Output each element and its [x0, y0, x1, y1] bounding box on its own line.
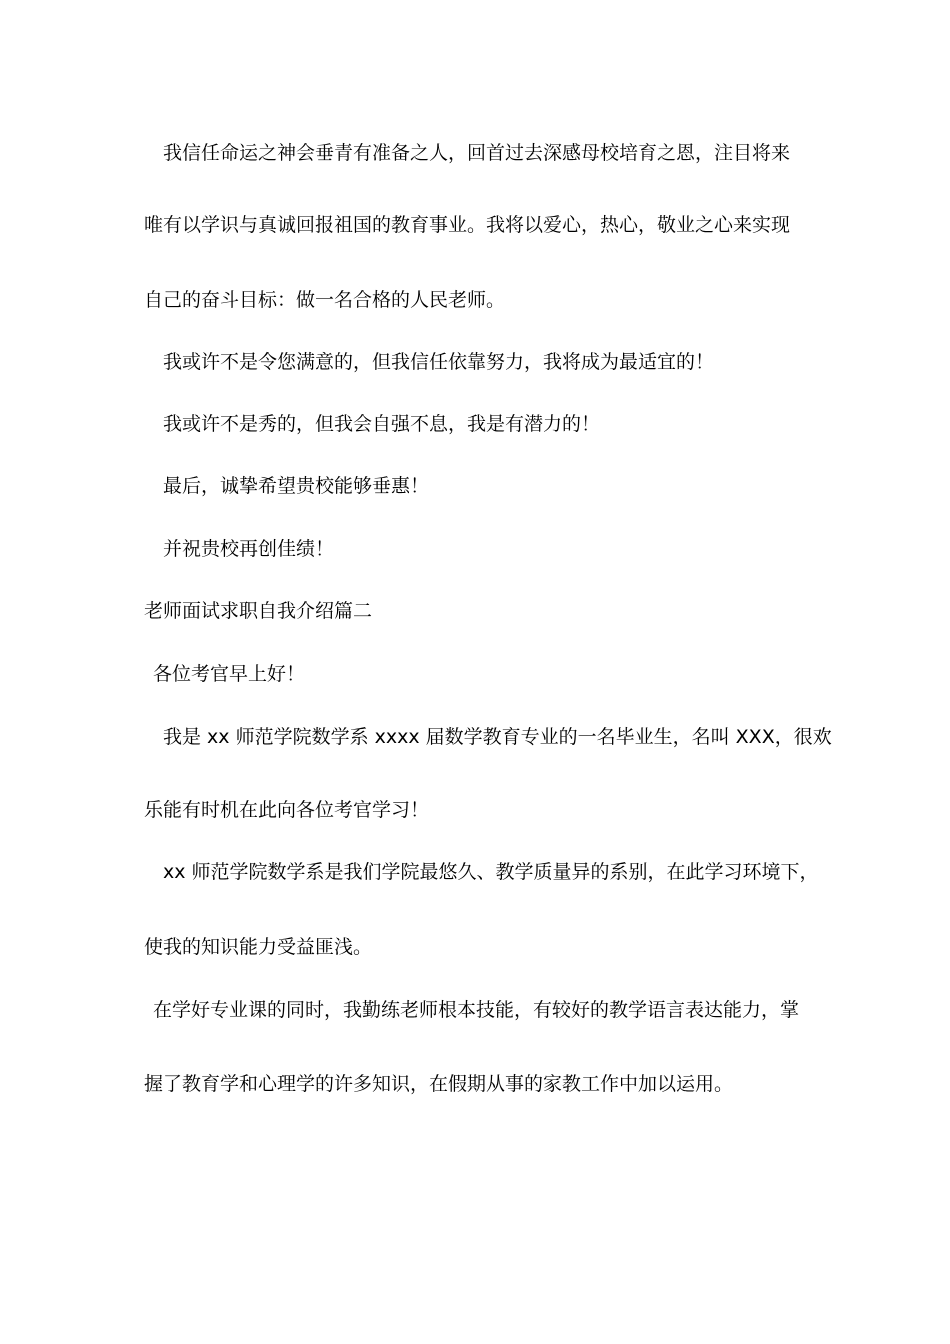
paragraph-line: 使我的知识能力受益匪浅。	[144, 936, 373, 958]
paragraph-line: 自己的奋斗目标：做一名合格的人民老师。	[144, 289, 506, 311]
paragraph-line: 乐能有时机在此向各位考官学习！	[144, 799, 430, 821]
paragraph-line: 各位考官早上好！	[153, 663, 306, 685]
paragraph-line: 握了教育学和心理学的许多知识，在假期从事的家教工作中加以运用。	[144, 1073, 734, 1095]
paragraph-line: 我或许不是秀的，但我会自强不息，我是有潜力的！	[163, 413, 601, 435]
paragraph-line: 我或许不是令您满意的，但我信任依靠努力，我将成为最适宜的！	[163, 351, 715, 373]
paragraph-line: 在学好专业课的同时，我勤练老师根本技能，有较好的教学语言表达能力，掌	[153, 999, 800, 1021]
paragraph-line: xx 师范学院数学系是我们学院最悠久、教学质量异的系别，在此学习环境下，	[163, 861, 819, 883]
paragraph-line: 最后，诚挚希望贵校能够垂惠！	[163, 475, 430, 497]
paragraph-line: 唯有以学识与真诚回报祖国的教育事业。我将以爱心，热心，敬业之心来实现	[144, 214, 791, 236]
paragraph-line: 并祝贵校再创佳绩！	[163, 538, 335, 560]
section-heading: 老师面试求职自我介绍篇二	[144, 600, 373, 622]
paragraph-line: 我是 xx 师范学院数学系 xxxx 届数学教育专业的一名毕业生，名叫 XXX，很欢	[163, 726, 832, 748]
paragraph-line: 我信任命运之神会垂青有准备之人，回首过去深感母校培育之恩，注目将来	[163, 142, 791, 164]
